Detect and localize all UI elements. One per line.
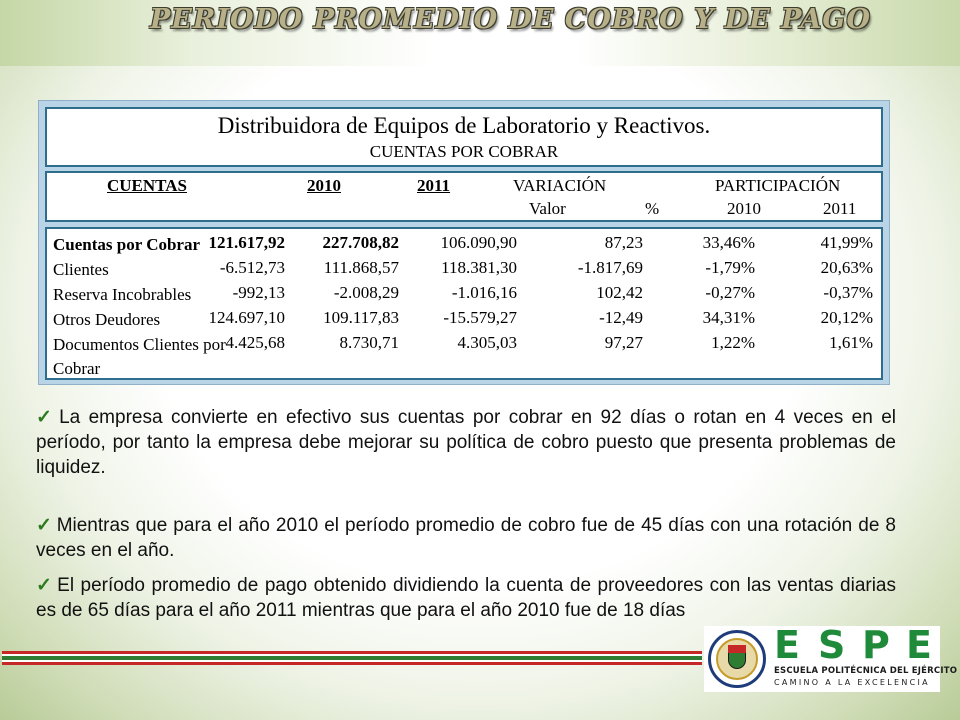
logo-letter: E — [774, 623, 800, 667]
table-row — [47, 258, 881, 283]
table-row — [47, 283, 881, 308]
footer-stripes — [2, 651, 702, 665]
logo-wordmark — [774, 623, 940, 667]
checkmark-icon: ✓ — [36, 407, 56, 428]
receivables-table — [38, 100, 890, 385]
header-2011: 2011 — [417, 176, 451, 195]
cell-part-2010: 1,22% — [711, 333, 755, 352]
row-label: Clientes — [53, 260, 109, 279]
cell-2011: 109.117,83 — [323, 308, 399, 327]
cell-variacion-valor: 118.381,30 — [441, 258, 517, 277]
table-title-box — [45, 107, 883, 167]
logo-letter: P — [862, 623, 890, 667]
row-label: Otros Deudores — [53, 310, 161, 329]
cell-part-2010: 33,46% — [702, 233, 755, 252]
cell-2011: 227.708,82 — [322, 233, 399, 252]
header-cuentas: CUENTAS — [107, 176, 187, 195]
row-label: Documentos Clientes por Cobrar — [53, 335, 226, 378]
cell-2010: -992,13 — [232, 283, 285, 302]
logo-motto: CAMINO A LA EXCELENCIA — [774, 678, 930, 687]
table-row — [47, 333, 881, 381]
cell-part-2010: -1,79% — [705, 258, 755, 277]
cell-variacion-valor: 106.090,90 — [440, 233, 517, 252]
header-pct: % — [645, 199, 660, 218]
header-2010: 2010 — [307, 176, 341, 195]
logo-institution-name: ESCUELA POLITÉCNICA DEL EJÉRCITO — [774, 666, 958, 676]
cell-2011: -2.008,29 — [333, 283, 399, 302]
bullet-paragraph — [36, 513, 896, 563]
cell-variacion-valor: -1.016,16 — [451, 283, 517, 302]
cell-part-2010: 34,31% — [702, 308, 755, 327]
header-part-2010: 2010 — [727, 199, 761, 218]
checkmark-icon: ✓ — [36, 575, 54, 596]
table-body-box — [45, 227, 883, 380]
cell-variacion-pct: 97,27 — [604, 333, 643, 352]
logo-letter: E — [906, 623, 932, 667]
cell-variacion-pct: 87,23 — [604, 233, 643, 252]
table-row — [47, 308, 881, 333]
cell-2010: 121.617,92 — [208, 233, 285, 252]
cell-part-2011: 1,61% — [829, 333, 873, 352]
cell-2010: 124.697,10 — [208, 308, 285, 327]
cell-2011: 111.868,57 — [323, 258, 399, 277]
university-seal-icon — [708, 630, 766, 688]
cell-variacion-pct: -12,49 — [599, 308, 643, 327]
row-label: Cuentas por Cobrar — [53, 235, 201, 254]
cell-part-2011: 41,99% — [820, 233, 873, 252]
bullet-paragraph — [36, 573, 896, 623]
header-valor: Valor — [529, 199, 566, 218]
header-participacion: PARTICIPACIÓN — [715, 176, 841, 195]
cell-variacion-valor: 4.305,03 — [457, 333, 517, 352]
checkmark-icon: ✓ — [36, 515, 53, 536]
cell-part-2010: -0,27% — [705, 283, 755, 302]
logo-letter: S — [818, 623, 846, 667]
header-part-2011: 2011 — [823, 199, 857, 218]
cell-part-2011: 20,63% — [820, 258, 873, 277]
cell-part-2011: 20,12% — [820, 308, 873, 327]
table-subtitle: CUENTAS POR COBRAR — [369, 142, 559, 161]
row-label: Reserva Incobrables — [53, 285, 192, 304]
table-header-box — [45, 171, 883, 222]
cell-variacion-pct: 102,42 — [596, 283, 643, 302]
cell-part-2011: -0,37% — [823, 283, 873, 302]
bullet-text: La empresa convierte en efectivo sus cuentas por cobrar en 92 días o rotan en 4 veces en el período, por tanto la empresa debe mejorar su política de cobro puesto que presenta problemas de liquidez. — [36, 407, 896, 478]
cell-variacion-pct: -1.817,69 — [577, 258, 643, 277]
bullet-text: El período promedio de pago obtenido dividiendo la cuenta de proveedores con las ventas diarias es de 65 días para el año 2011 mientras que para el año 2010 fue de 18 días — [36, 575, 896, 621]
bullet-paragraph — [36, 405, 896, 480]
slide-title: PERIODO PROMEDIO DE COBRO Y DE PAGO — [150, 4, 872, 35]
header-variacion: VARIACIÓN — [513, 176, 607, 195]
company-name: Distribuidora de Equipos de Laboratorio y Reactivos. — [217, 113, 711, 138]
cell-2010: -6.512,73 — [219, 258, 285, 277]
table-row — [47, 233, 881, 258]
cell-2011: 8.730,71 — [339, 333, 399, 352]
cell-variacion-valor: -15.579,27 — [443, 308, 517, 327]
espe-logo — [704, 623, 958, 692]
cell-2010: 4.425,68 — [225, 333, 285, 352]
bullet-text: Mientras que para el año 2010 el período promedio de cobro fue de 45 días con una rotación de 8 veces en el año. — [36, 515, 897, 561]
